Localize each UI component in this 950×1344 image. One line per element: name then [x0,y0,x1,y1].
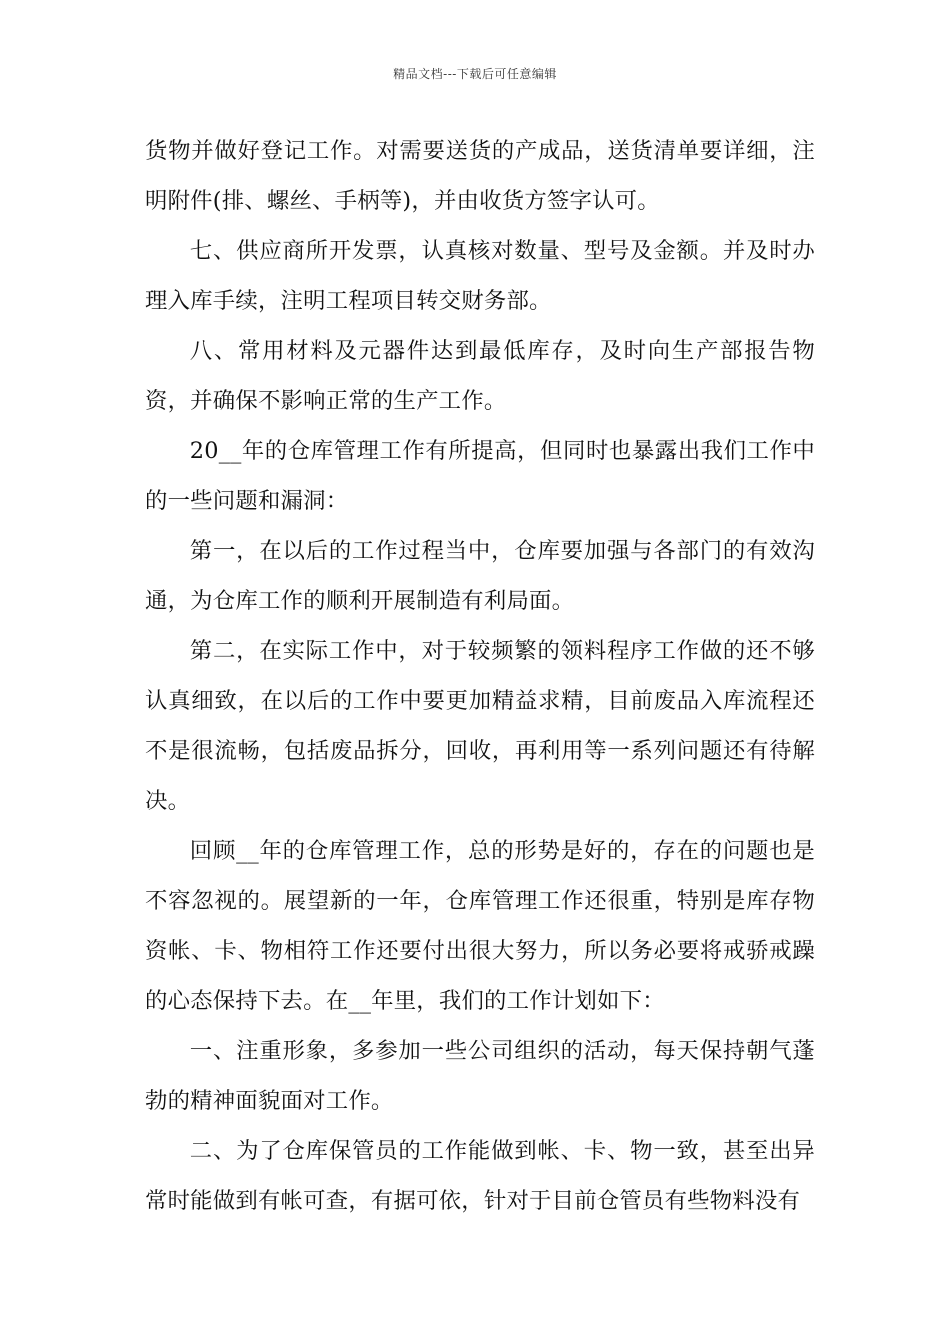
document-body [145,126,815,1226]
paragraph-item-eight: 八、常用材料及元器件达到最低库存，及时向生产部报告物资，并确保不影响正常的生产工作。 [145,338,815,414]
paragraph-issue-second: 第二，在实际工作中，对于较频繁的领料程序工作做的还不够认真细致，在以后的工作中要更加精益求精，目前废品入库流程还不是很流畅，包括废品拆分，回收，再利用等一系列问题还有待解决。 [145,638,815,814]
paragraph-plan-one: 一、注重形象，多参加一些公司组织的活动，每天保持朝气蓬勃的精神面貌面对工作。 [145,1038,815,1114]
paragraph-review: 回顾__年的仓库管理工作，总的形势是好的，存在的问题也是不容忽视的。展望新的一年，仓库管理工作还很重，特别是库存物资帐、卡、物相符工作还要付出很大努力，所以务必要将戒骄戒躁的心态保持下去。在__年里，我们的工作计划如下： [145,838,815,1014]
paragraph-item-seven: 七、供应商所开发票，认真核对数量、型号及金额。并及时办理入库手续，注明工程项目转交财务部。 [145,238,815,314]
paragraph-summary-intro: 20__年的仓库管理工作有所提高，但同时也暴露出我们工作中的一些问题和漏洞： [145,438,815,514]
paragraph-issue-first: 第一，在以后的工作过程当中，仓库要加强与各部门的有效沟通，为仓库工作的顺利开展制造有利局面。 [145,538,815,614]
paragraph-plan-two: 二、为了仓库保管员的工作能做到帐、卡、物一致，甚至出异常时能做到有帐可查，有据可依，针对于目前仓管员有些物料没有 [145,1138,815,1214]
paragraph-continuation: 货物并做好登记工作。对需要送货的产成品，送货清单要详细，注明附件(排、螺丝、手柄等)，并由收货方签字认可。 [145,138,815,214]
page-header: 精品文档---下载后可任意编辑 [393,67,557,81]
